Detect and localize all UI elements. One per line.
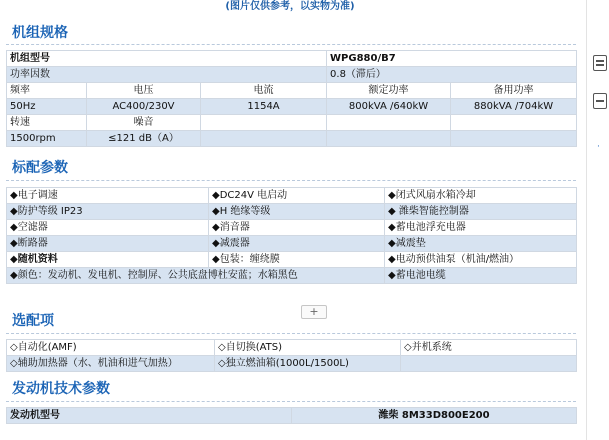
empty-cell [327,131,451,147]
bookmark-icon[interactable] [593,93,607,109]
value-rated-power: 800kVA /640kW [327,99,451,115]
section-title-optional: 选配项 [12,313,54,329]
power-factor-label: 功率因数 [7,67,327,83]
speed-value: 1500rpm [7,131,87,147]
table-row [7,252,577,268]
table-row [7,99,577,115]
section-title-standard: 标配参数 [12,160,68,176]
side-toolbar [586,0,609,440]
standard-item: ◆包装：缠绕膜 [209,252,385,268]
optional-item: ◇并机系统 [401,340,577,356]
standard-item: ◆减震垫 [385,236,577,252]
table-row [7,51,577,67]
standard-item: ◆电动预供油泵（机油/燃油） [385,252,577,268]
value-standby-power: 880kVA /704kW [451,99,577,115]
standard-item: ◆颜色：发动机、发电机、控制屏、公共底盘博杜安蓝；水箱黑色 [7,268,385,284]
table-row [7,268,577,284]
standard-item: ◆蓄电池浮充电器 [385,220,577,236]
table-row [7,83,577,99]
standard-item: ◆防护等级 IP23 [7,204,209,220]
value-voltage: AC400/230V [87,99,201,115]
section-divider [6,180,576,181]
standard-item: ◆ 潍柴智能控制器 [385,204,577,220]
document-icon[interactable] [593,55,607,71]
standard-table [6,187,577,284]
header-rated-power: 额定功率 [327,83,451,99]
value-frequency: 50Hz [7,99,87,115]
optional-item: ◇自切换(ATS) [215,340,401,356]
image-disclaimer: (图片仅供参考，以实物为准) [225,1,355,12]
table-row [7,115,577,131]
header-voltage: 电压 [87,83,201,99]
standard-item: ◆闭式风扇水箱冷却 [385,188,577,204]
standard-item: ◆减震器 [209,236,385,252]
standard-item: ◆H 绝缘等级 [209,204,385,220]
standard-item: ◆蓄电池电缆 [385,268,577,284]
section-divider [6,401,576,402]
optional-item: ◇自动化(AMF) [7,340,215,356]
engine-table [6,407,577,424]
model-label: 机组型号 [7,51,327,67]
optional-table [6,339,577,372]
table-row [7,408,577,424]
standard-item: ◆DC24V 电启动 [209,188,385,204]
standard-item: ◆空滤器 [7,220,209,236]
table-row [7,340,577,356]
standard-item: ◆断路器 [7,236,209,252]
table-row [7,356,577,372]
section-title-specs: 机组规格 [12,25,68,41]
empty-cell [451,115,577,131]
optional-item: ◇辅助加热器（水、机油和进气加热） [7,356,215,372]
empty-cell [201,115,327,131]
standard-item: ◆电子调速 [7,188,209,204]
value-current: 1154A [201,99,327,115]
header-current: 电流 [201,83,327,99]
specs-table [6,50,577,147]
model-value: WPG880/B7 [327,51,577,67]
optional-item [401,356,577,372]
table-row [7,204,577,220]
section-title-engine: 发动机技术参数 [12,381,110,397]
table-row [7,131,577,147]
header-frequency: 频率 [7,83,87,99]
more-icon[interactable]: · [597,142,600,152]
engine-model-label: 发动机型号 [7,408,292,424]
standard-item: ◆消音器 [209,220,385,236]
noise-value: ≤121 dB（A） [87,131,201,147]
power-factor-value: 0.8（滞后） [327,67,577,83]
table-row [7,188,577,204]
expand-button[interactable]: + [301,305,327,319]
section-divider [6,333,576,334]
optional-item: ◇独立燃油箱(1000L/1500L) [215,356,401,372]
standard-item: ◆随机资料 [7,252,209,268]
empty-cell [327,115,451,131]
engine-model-value: 潍柴 8M33D800E200 [292,408,577,424]
table-row [7,236,577,252]
empty-cell [201,131,327,147]
noise-label: 噪音 [87,115,201,131]
table-row [7,220,577,236]
table-row [7,67,577,83]
speed-label: 转速 [7,115,87,131]
section-divider [6,44,576,45]
empty-cell [451,131,577,147]
header-standby-power: 备用功率 [451,83,577,99]
